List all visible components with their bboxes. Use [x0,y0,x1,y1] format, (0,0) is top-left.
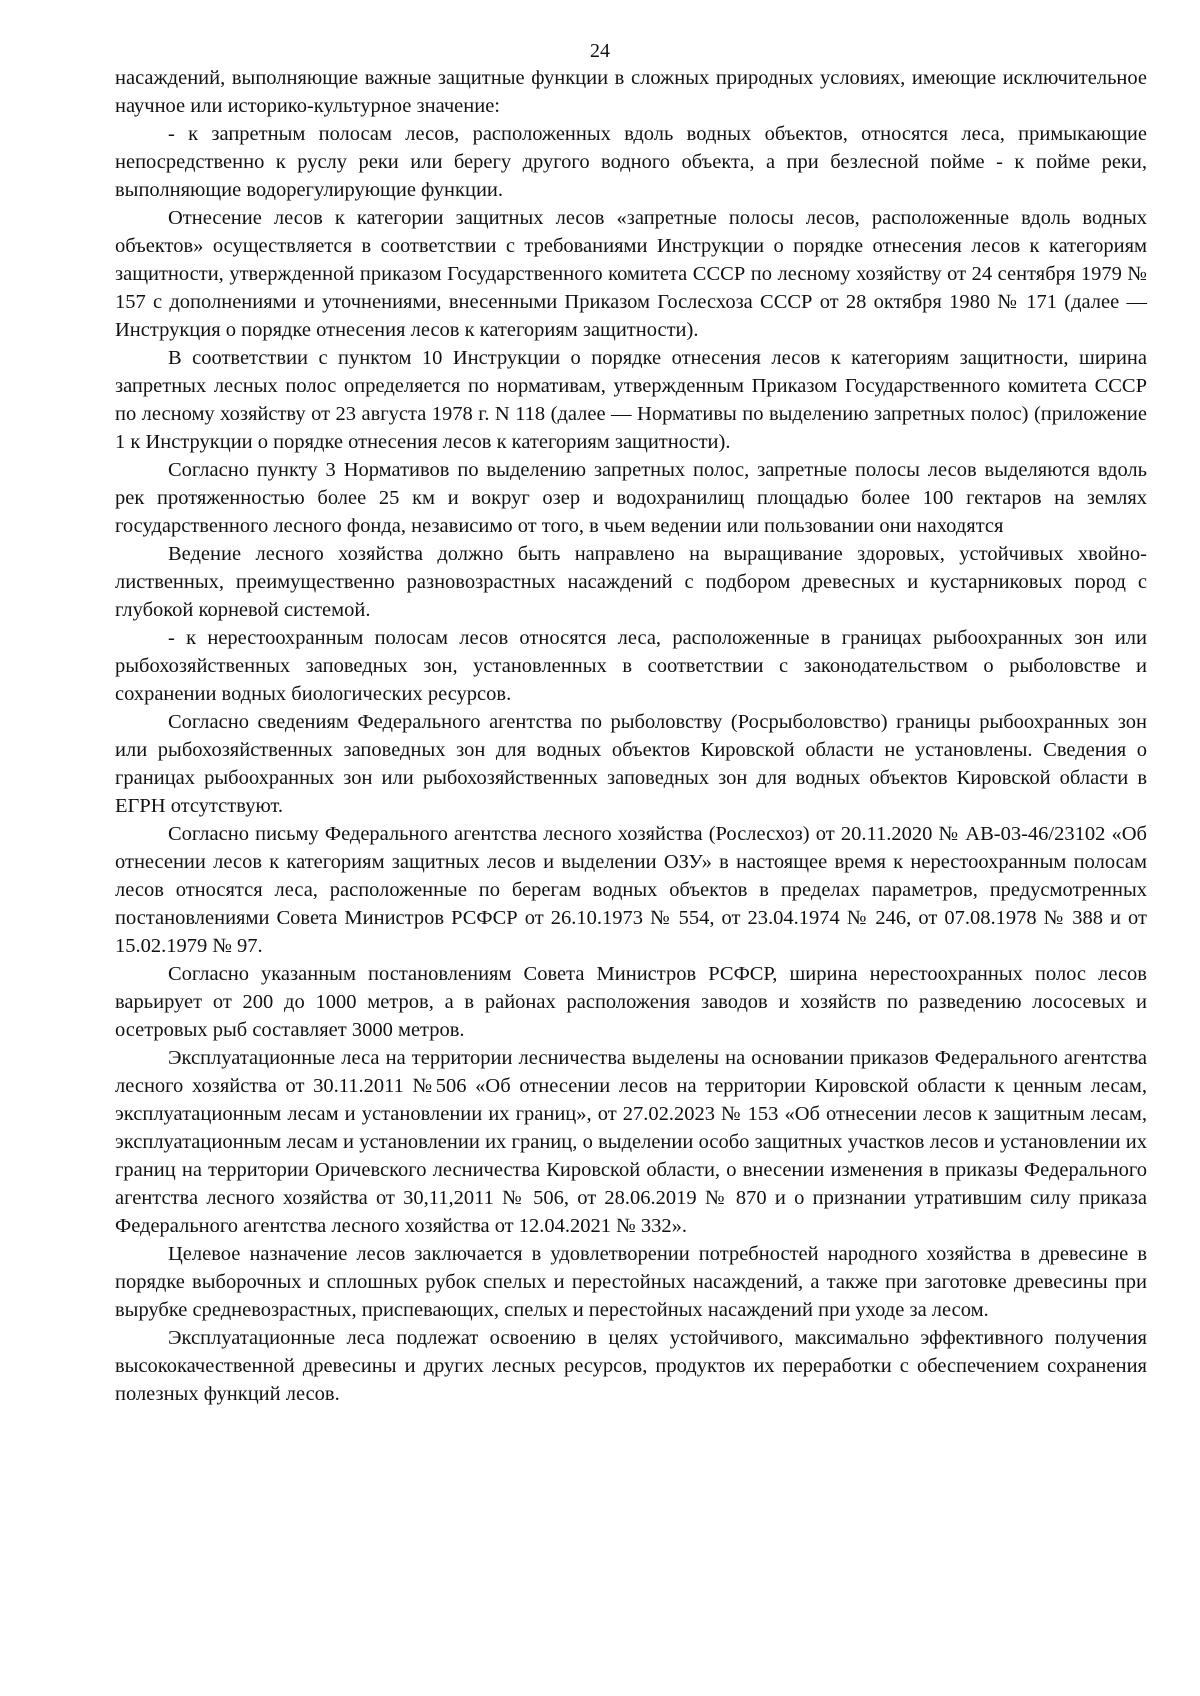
paragraph-strip-width: В соответствии с пунктом 10 Инструкции о порядке отнесения лесов к категориям защитности, ширина запретных лесных полос определяется по нормативам, утвержденным Приказом Государственного комитета СССР по лесному хозяйству от 23 августа 1978 г. N 118 (далее — Нормативы по выделению запретных полос) (приложение 1 к Инструкции о порядке отнесения лесов к категориям защитности). [115,347,1147,453]
page-body [115,64,1147,1408]
paragraph-spawning-width: Согласно указанным постановлениям Совета Министров РСФСР, ширина нерестоохранных полос лесов варьирует от 200 до 1000 метров, а в районах расположения заводов и хозяйств по разведению лососевых и осетровых рыб составляет 3000 метров. [115,963,1147,1041]
paragraph-development: Эксплуатационные леса подлежат освоению в целях устойчивого, максимально эффективного получения высококачественной древесины и других лесных ресурсов, продуктов их переработки с обеспечением сохранения полезных функций лесов. [115,1327,1147,1405]
paragraph-forest-management: Ведение лесного хозяйства должно быть направлено на выращивание здоровых, устойчивых хвойно-лиственных, преимущественно разновозрастных насаждений с подбором древесных и кустарниковых пород с глубокой корневой системой. [115,543,1147,621]
paragraph-prohibited-strips: - к запретным полосам лесов, расположенных вдоль водных объектов, относятся леса, примыкающие непосредственно к руслу реки или берегу другого водного объекта, а при безлесной пойме - к пойме реки, выполняющие водорегулирующие функции. [115,123,1147,201]
paragraph-rosleskhoz-letter: Согласно письму Федерального агентства лесного хозяйства (Рослесхоз) от 20.11.2020 № АВ-03-46/23102 «Об отнесении лесов к категориям защитных лесов и выделении ОЗУ» в настоящее время к нерестоохранным полосам лесов относятся леса, расположенные по берегам водных объектов в пределах параметров, предусмотренных постановлениями Совета Министров РСФСР от 26.10.1973 № 554, от 23.04.1974 № 246, от 07.08.1978 № 388 и от 15.02.1979 № 97. [115,823,1147,957]
page-number: 24 [590,40,610,62]
paragraph-spawning-strips: - к нерестоохранным полосам лесов относятся леса, расположенные в границах рыбоохранных зон или рыбохозяйственных заповедных зон, установленных в соответствии с законодательством о рыболовстве и сохранении водных биологических ресурсов. [115,627,1147,705]
paragraph-continuation: насаждений, выполняющие важные защитные функции в сложных природных условиях, имеющие исключительное научное или историко-культурное значение: [115,67,1147,117]
paragraph-classification-instruction: Отнесение лесов к категории защитных лесов «запретные полосы лесов, расположенные вдоль водных объектов» осуществляется в соответствии с требованиями Инструкции о порядке отнесения лесов к категориям защитности, утвержденной приказом Государственного комитета СССР по лесному хозяйству от 24 сентября 1979 № 157 с дополнениями и уточнениями, внесенными Приказом Гослесхоза СССР от 28 октября 1980 № 171 (далее — Инструкция о порядке отнесения лесов к категориям защитности). [115,207,1147,341]
paragraph-rosrybolovstvo: Согласно сведениям Федерального агентства по рыболовству (Росрыболовство) границы рыбоохранных зон или рыбохозяйственных заповедных зон для водных объектов Кировской области не установлены. Сведения о границах рыбоохранных зон или рыбохозяйственных заповедных зон для водных объектов Кировской области в ЕГРН отсутствуют. [115,711,1147,817]
paragraph-norms-point-3: Согласно пункту 3 Нормативов по выделению запретных полос, запретные полосы лесов выделяются вдоль рек протяженностью более 25 км и вокруг озер и водохранилищ площадью более 100 гектаров на землях государственного лесного фонда, независимо от того, в чьем ведении или пользовании они находятся [115,459,1147,537]
paragraph-purpose: Целевое назначение лесов заключается в удовлетворении потребностей народного хозяйства в древесине в порядке выборочных и сплошных рубок спелых и перестойных насаждений, а также при заготовке древесины при вырубке средневозрастных, приспевающих, спелых и перестойных насаждений при уходе за лесом. [115,1243,1147,1321]
paragraph-exploitation-forests: Эксплуатационные леса на территории лесничества выделены на основании приказов Федерального агентства лесного хозяйства от 30.11.2011 №506 «Об отнесении лесов на территории Кировской области к ценным лесам, эксплуатационным лесам и установлении их границ», от 27.02.2023 № 153 «Об отнесении лесов к защитным лесам, эксплуатационным лесам и установлении их границ, о выделении особо защитных участков лесов и установлении их границ на территории Оричевского лесничества Кировской области, о внесении изменения в приказы Федерального агентства лесного хозяйства от 30,11,2011 № 506, от 28.06.2019 № 870 и о признании утратившим силу приказа Федерального агентства лесного хозяйства от 12.04.2021 № 332». [115,1047,1147,1237]
